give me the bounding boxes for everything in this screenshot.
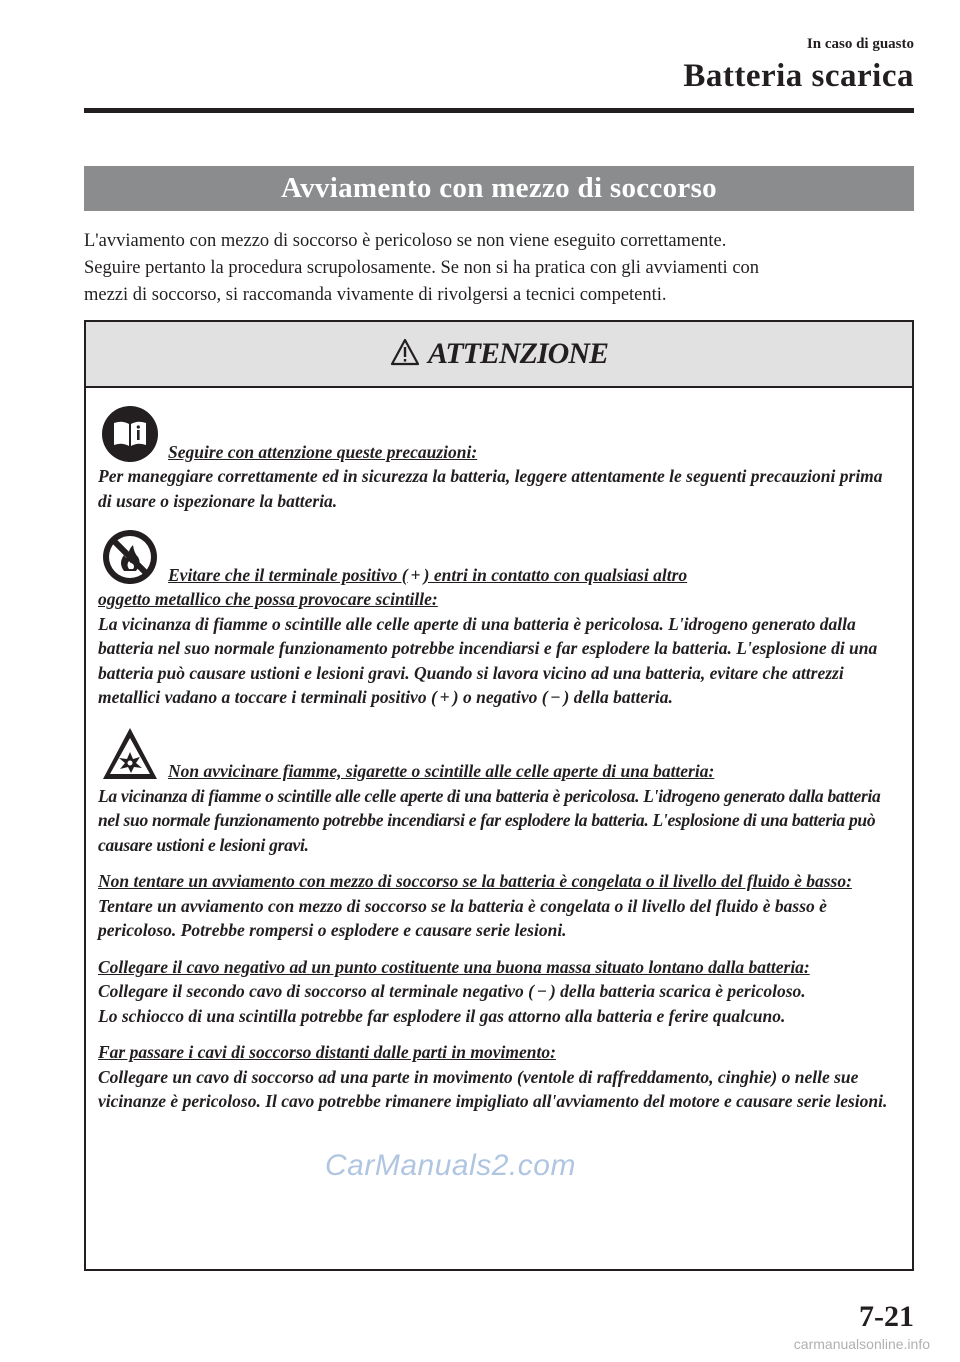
intro-line: L'avviamento con mezzo di soccorso è pericoloso se non viene eseguito correttamente. [84, 231, 727, 251]
header-rule [84, 108, 914, 113]
intro-line: mezzi di soccorso, si raccomanda vivamente di rivolgersi a tecnici competenti. [84, 285, 667, 305]
warning-item [98, 404, 900, 513]
heading-part: Evitare che il terminale positivo ( [168, 564, 408, 585]
manual-book-icon [100, 404, 160, 464]
body-part: La vicinanza di fiamme o scintille alle celle aperte di una batteria è pericolosa. L'idrogeno generato dalla batteria nel suo normale funzionamento potrebbe incendiarsi e far esplodere la batteria. L'esplosione di una batteria può causare ustioni e lesioni gravi. Quando si lavora vicino ad una batteria, evitare che attrezzi metallici vadano a toccare i terminali positivo ( [98, 613, 878, 707]
warning-item [98, 724, 900, 858]
warning-item-text [98, 979, 900, 1004]
warning-item-heading [168, 563, 687, 588]
warning-item-text: Tentare un avviamento con mezzo di soccorso se la batteria è congelata o il livello del fluido è basso è pericoloso. Potrebbe rompersi o esplodere e causare serie lesioni. [98, 895, 827, 940]
warning-item [98, 869, 900, 943]
warning-body [86, 388, 912, 1114]
section-header: Batteria scarica [683, 58, 914, 94]
plus-symbol: + [439, 687, 450, 707]
watermark: CarManuals2.com [325, 1149, 576, 1182]
warning-item-text [98, 612, 900, 710]
warning-title: ATTENZIONE [427, 337, 609, 370]
warning-item-heading: Non avvicinare fiamme, sigarette o scintille alle celle aperte di una batteria: [168, 761, 715, 781]
minus-symbol: − [550, 687, 561, 707]
source-footer: carmanualsonline.info [793, 1336, 930, 1352]
explosion-warning-icon [100, 724, 160, 784]
warning-item-heading: Far passare i cavi di soccorso distanti dalle parti in movimento: [98, 1042, 556, 1062]
heading-part: ) entri in contatto con qualsiasi altro [423, 564, 688, 585]
warning-item-heading: Non tentare un avviamento con mezzo di soccorso se la batteria è congelata o il livello del fluido è basso: [98, 871, 852, 891]
body-part: ) della batteria. [563, 687, 673, 707]
body-part: ) della batteria scarica è pericoloso. [549, 981, 806, 1001]
warning-item-heading: Collegare il cavo negativo ad un punto costituente una buona massa situato lontano dalla batteria: [98, 956, 810, 977]
no-flame-icon [100, 527, 160, 587]
warning-item [98, 1040, 900, 1114]
warning-item-text: Lo schiocco di una scintilla potrebbe far esplodere il gas attorno alla batteria e ferire qualcuno. [98, 1005, 786, 1026]
body-part: Collegare il secondo cavo di soccorso al terminale negativo ( [98, 981, 534, 1001]
warning-header [86, 322, 912, 388]
section-title: Avviamento con mezzo di soccorso [281, 172, 717, 204]
warning-item-text: Collegare un cavo di soccorso ad una parte in movimento (ventole di raffreddamento, cinghie) o nelle sue vicinanze è pericoloso. Il cavo potrebbe rimanere impigliato all'avviamento del motore e causare serie lesioni. [98, 1066, 888, 1111]
body-part: ) o negativo ( [452, 687, 548, 707]
warning-item-text: La vicinanza di fiamme o scintille alle celle aperte di una batteria è pericolosa. L'idrogeno generato dalla batteria nel suo normale funzionamento potrebbe incendiarsi e far esplodere la batteria. L'esplosione di una batteria può causare ustioni e lesioni gravi. [98, 785, 881, 855]
intro-paragraph [84, 228, 914, 309]
minus-symbol: − [537, 981, 547, 1001]
warning-item [98, 527, 900, 710]
warning-item-heading: Seguire con attenzione queste precauzioni: [168, 441, 478, 462]
intro-line: Seguire pertanto la procedura scrupolosamente. Se non si ha pratica con gli avviamenti con [84, 258, 760, 278]
warning-item-heading-cont: oggetto metallico che possa provocare scintille: [98, 589, 438, 609]
plus-symbol: + [410, 564, 421, 585]
warning-box [84, 320, 914, 1271]
warning-item [98, 955, 900, 1029]
section-title-bar [84, 166, 914, 211]
warning-item-text: Per maneggiare correttamente ed in sicurezza la batteria, leggere attentamente le seguenti precauzioni prima di usare o ispezionare la batteria. [98, 466, 883, 511]
page-number: 7-21 [859, 1300, 914, 1333]
warning-triangle-icon [390, 338, 420, 371]
chapter-title: In caso di guasto [806, 36, 914, 52]
